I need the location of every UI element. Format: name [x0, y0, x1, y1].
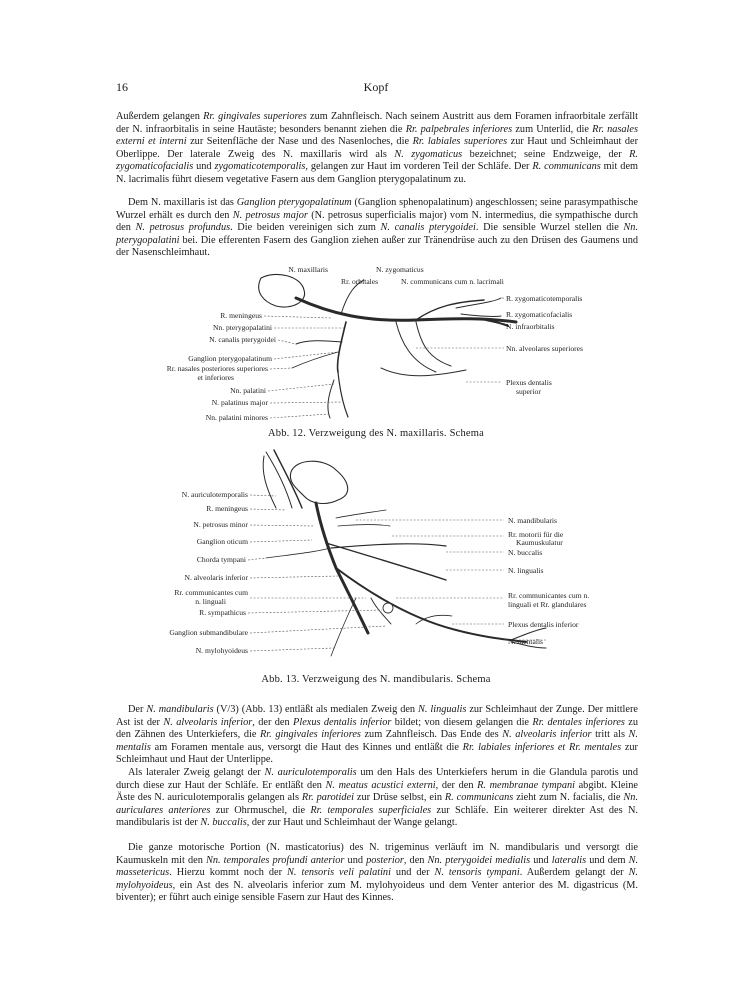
paragraph-3: Der N. mandibularis (V/3) (Abb. 13) entläßt als medialen Zweig den N. lingualis zur Schleimhaut der Zunge. Der mittlere Ast ist der N. alveolaris inferior, der den Plexus dentalis inferior bildet; von diesem gelangen die Rr. dentales inferiores zu den Zähnen des Unterkiefers, die Rr. gingivales inferiores zum Zahnfleisch. Das Ende des N. alveolaris inferior tritt als N. mentalis am Foramen mentale aus, versorgt die Haut des Kinnes und entläßt die Rr. labiales inferiores et Rr. mentales zur Schleimhaut und Haut der Unterlippe.: [116, 704, 639, 766]
alveolar-inferior: [336, 568, 526, 642]
pterygopalatine: [338, 322, 346, 372]
fig13-label-right-3: Kaumuskulatur: [516, 538, 563, 547]
alveolar-branch: [396, 322, 436, 372]
fig13-label-right-9: N. mentalis: [508, 637, 544, 646]
fig13-label-right-6: Rr. communicantes cum n.: [508, 591, 590, 600]
fig12-label-left-4: Ganglion pterygopalatinum: [188, 354, 272, 363]
fig13-label-right-4: N. buccalis: [508, 548, 543, 557]
paragraph-1: Außerdem gelangen Rr. gingivales superiores zum Zahnfleisch. Nach seinem Austritt aus dem Foramen infraorbitale zerfällt der N. infraorbitalis in seine Hautäste; besonders benannt ziehen die Rr. palpebrales inferiores zum Unterlid, die Rr. nasales externi et interni zur Seitenfläche der Nase und des Nasenloches, die Rr. labiales superiores zur Haut und Schleimhaut der Oberlippe. Der laterale Zweig des N. maxillaris wird als N. zygomaticus bezeichnet; seine Endzweige, der R. zygomaticofacialis und zygomaticotemporalis, gelangen zur Haut im vorderen Teil der Schläfe. Der R. communicans mit dem N. lacrimalis führt diesem vegetative Fasern aus dem Ganglion pterygopalatinum zu.: [116, 111, 639, 185]
fig12-label-left-9: Nn. palatini minores: [205, 413, 268, 422]
fig13-label-left-3: N. petrosus minor: [193, 520, 248, 529]
fig12-label-right-4: Nn. alveolares superiores: [506, 344, 583, 353]
fig12-label-top-4: N. communicans cum n. lacrimali: [401, 277, 504, 286]
fig12-label-left-3: N. canalis pterygoidei: [209, 335, 276, 344]
fig12-label-right-6: superior: [516, 387, 541, 396]
mylohyoid: [331, 598, 356, 656]
fig12-label-left-1: R. meningeus: [220, 311, 262, 320]
mandibular-trunk: [316, 503, 368, 633]
fig12-label-left-5: Rr. nasales posteriores superiores: [166, 364, 268, 373]
figure-13: [116, 448, 638, 663]
paragraph-5: Die ganze motorische Portion (N. masticatorius) des N. trigeminus verläuft im N. mandibularis und versorgt die Kaumuskeln mit den Nn. temporales profundi anterior und posterior, den Nn. pterygoidei medialis und lateralis und dem N. massetericus. Hierzu kommt noch der N. tensoris veli palatini und der N. tensoris tympani. Außerdem gelangt der N. mylohyoideus, ein Ast des N. alveolaris inferior zum M. mylohyoideus und dem Venter anterior des M. digastricus (M. biventer); er führt auch einige sensible Fasern zur Haut des Kinnes.: [116, 842, 639, 904]
fig12-label-right-2: R. zygomaticofacialis: [506, 310, 573, 319]
fig12-label-left-2: Nn. pterygopalatini: [212, 323, 272, 332]
palatine-minor: [328, 380, 334, 418]
nerve-top-2: [274, 450, 302, 508]
motor-branches: [336, 510, 386, 518]
zygomaticotemporal: [456, 298, 501, 308]
chorda-tympani: [266, 548, 330, 558]
fig12-label-right-1: R. zygomaticotemporalis: [506, 294, 583, 303]
fig12-label-top-2: N. zygomaticus: [376, 265, 424, 274]
figure-13-caption: Abb. 13. Verzweigung des N. mandibularis. Schema: [261, 674, 491, 685]
ganglion-maxillaris-shape: [259, 274, 305, 307]
fig12-label-left-6: et inferiores: [197, 373, 234, 382]
fig13-label-left-10: Ganglion submandibulare: [169, 628, 248, 637]
figure-12-drawing: [116, 262, 638, 422]
fig12-label-top-1: N. maxillaris: [288, 265, 328, 274]
fig13-label-left-9: R. sympathicus: [199, 608, 246, 617]
submandibular-ganglion-shape: [383, 603, 393, 613]
palatine-major: [338, 372, 348, 417]
motor-branches-2: [338, 525, 390, 527]
figure-12: [116, 262, 638, 422]
fig12-label-left-7: Nn. palatini: [230, 386, 266, 395]
fig13-label-left-4: Ganglion oticum: [196, 537, 248, 546]
fig13-label-left-1: N. auriculotemporalis: [181, 490, 248, 499]
running-title: Kopf: [363, 80, 389, 94]
figure-13-drawing: [116, 448, 638, 663]
fig13-label-left-7: Rr. communicantes cum: [174, 588, 248, 597]
auriculotemporal: [263, 456, 276, 508]
zygomatic-branch: [416, 300, 484, 320]
alveolar-branch-2: [416, 322, 451, 366]
fig13-label-left-5: Chorda tympani: [196, 555, 246, 564]
fig13-label-left-8: n. linguali: [195, 597, 226, 606]
zygomaticofacial: [461, 314, 501, 316]
figure-12-caption: Abb. 12. Verzweigung des N. maxillaris. Schema: [267, 428, 485, 439]
fig12-label-left-8: N. palatinus major: [211, 398, 268, 407]
buccal-nerve: [331, 544, 446, 548]
paragraph-2: Dem N. maxillaris ist das Ganglion pterygopalatinum (Ganglion sphenopalatinum) angeschlossen; seine parasympathische Wurzel erhält es durch den N. petrosus major (N. petrosus superficialis major) vom N. intermedius, die sympathische durch den N. petrosus profundus. Die beiden vereinigen sich zum N. canalis pterygoidei. Die sensible Wurzel stellen die Nn. pterygopalatini bei. Die efferenten Fasern des Ganglion ziehen außer zur Tränendrüse auch zu den Drüsen des Gaumens und der Nasenschleimhaut.: [116, 197, 639, 259]
fig13-label-left-6: N. alveolaris inferior: [184, 573, 248, 582]
canalis-pterygoidei: [296, 341, 342, 344]
plexus-dentalis: [381, 368, 466, 376]
paragraph-4: Als lateraler Zweig gelangt der N. auriculotemporalis um den Hals des Unterkiefers herum in die Glandula parotis und durch diese zur Haut der Schläfe. Er entläßt den N. meatus acustici externi, der den R. membranae tympani abgibt. Kleine Äste des N. auriculotemporalis gelangen als Rr. parotidei zur Drüse selbst, ein R. communicans zieht zum N. facialis, die Nn. auriculares anteriores zur Ohrmuschel, die Rr. temporales superficiales zur Schläfe. Ein weiterer direkter Ast des N. mandibularis ist der N. buccalis, der zur Haut und Schleimhaut der Wange gelangt.: [116, 767, 639, 829]
fig13-label-right-1: N. mandibularis: [508, 516, 557, 525]
fig13-label-right-2: Rr. motorii für die: [508, 530, 564, 539]
fig13-label-right-5: N. lingualis: [508, 566, 544, 575]
fig12-label-right-3: N. infraorbitalis: [506, 322, 555, 331]
trigeminal-ganglion-shape: [290, 461, 347, 503]
fig13-label-left-2: R. meningeus: [206, 504, 248, 513]
fig12-label-right-5: Plexus dentalis: [506, 378, 552, 387]
fig13-label-right-8: Plexus dentalis inferior: [508, 620, 579, 629]
fig13-label-left-11: N. mylohyoideus: [195, 646, 248, 655]
page-number: 16: [116, 80, 128, 94]
fig13-label-right-7: linguali et Rr. glandulares: [508, 600, 587, 609]
fig12-label-top-3: Rr. orbitales: [341, 277, 379, 286]
maxillaris-trunk: [296, 298, 516, 322]
